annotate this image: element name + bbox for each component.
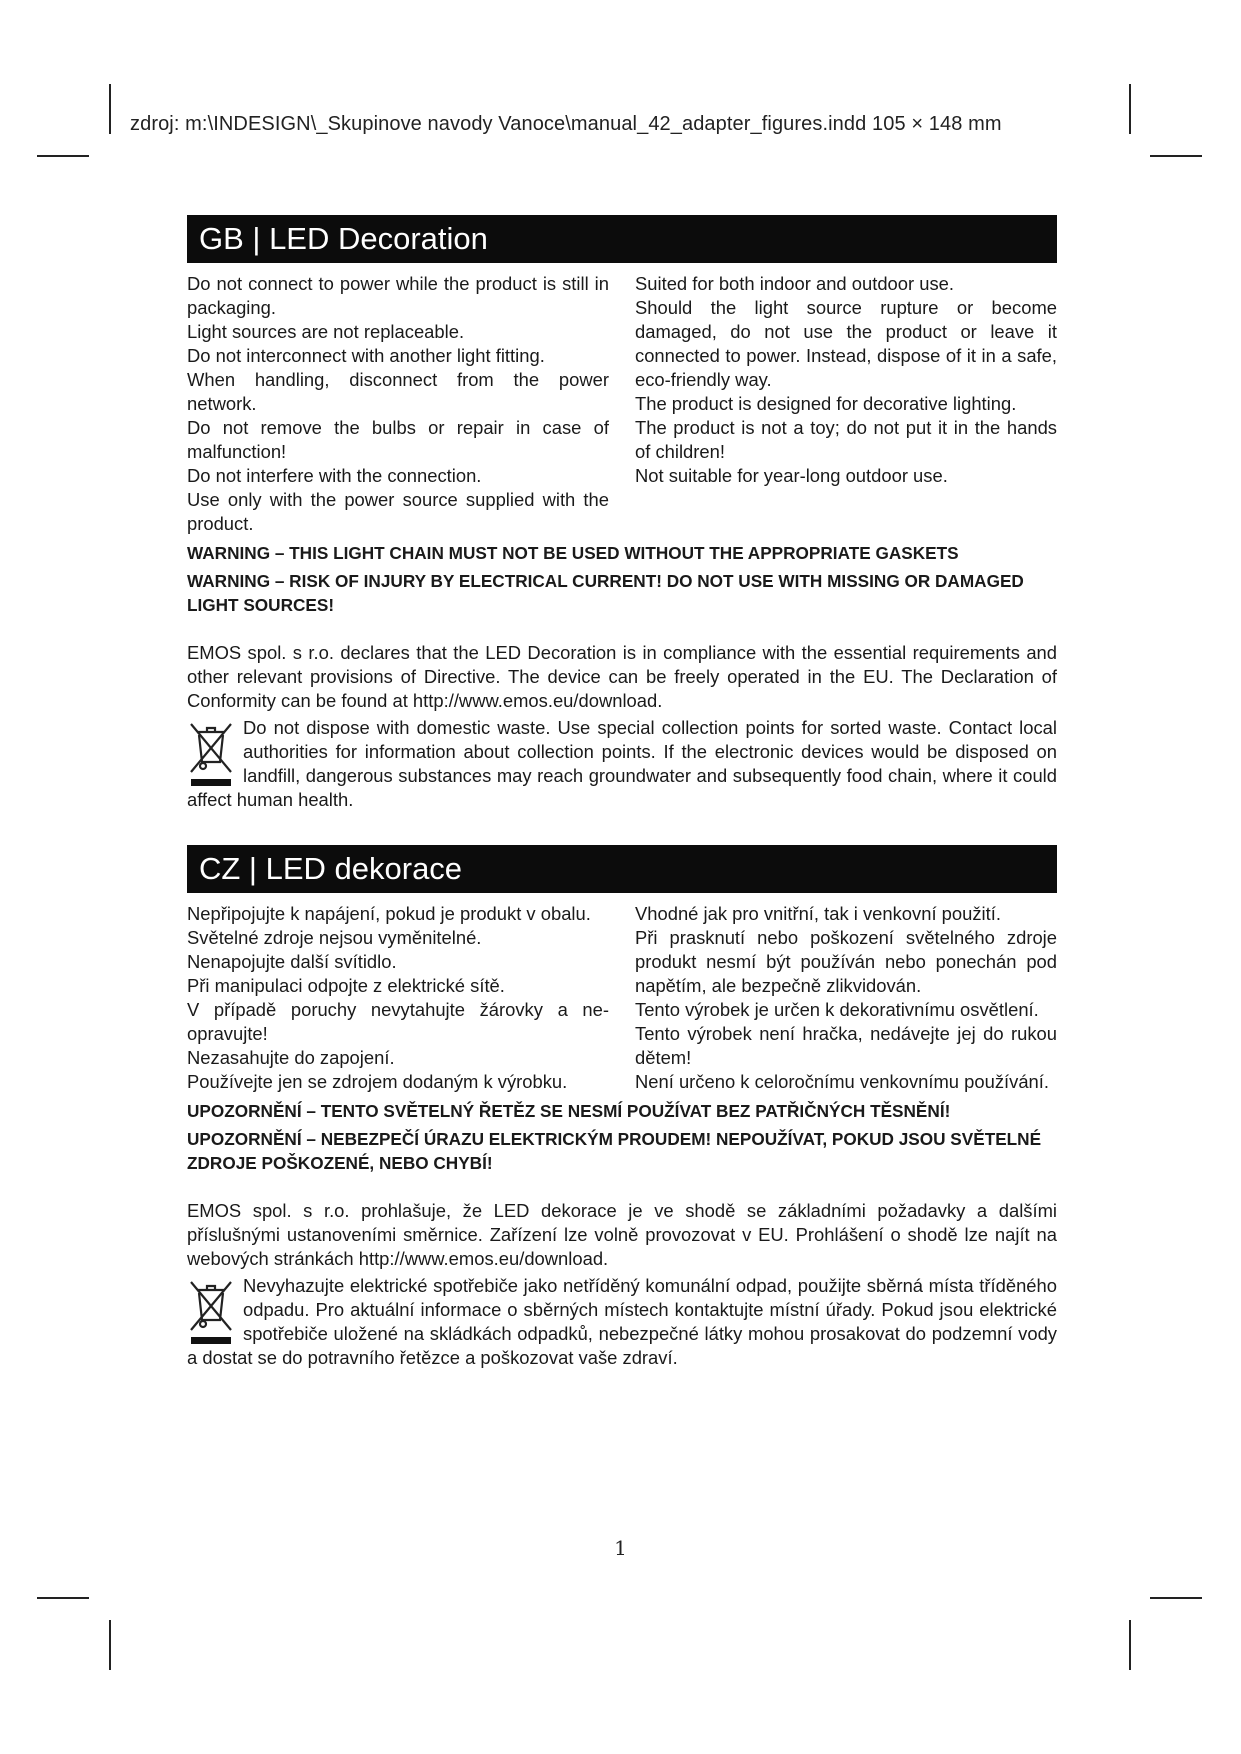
list-item: Should the light source rupture or become damaged, do not use the product or leave it connected to power. Instead, dispose of it in a safe, eco-friendly way. <box>635 297 1057 390</box>
list-item: Vhodné jak pro vnitřní, tak i venkovní použití. <box>635 903 1001 924</box>
list-item: Light sources are not replaceable. <box>187 321 465 342</box>
warning-text: WARNING – THIS LIGHT CHAIN MUST NOT BE USED WITHOUT THE APPROPRIATE GASKETS <box>187 543 959 563</box>
list-item: Do not connect to power while the product is still in packaging. <box>187 273 609 318</box>
cz-left-column <box>187 902 609 1094</box>
declaration-text: EMOS spol. s r.o. prohlašuje, že LED dekorace je ve shodě se základními požadavky a dalšími příslušnými ustanoveními směrnice. Zařízení lze volně provozovat v EU. Prohlášení o shodě lze najít na webových stránkách http://www.emos.eu/download. <box>187 1200 1057 1269</box>
list-item: Při prasknutí nebo poškození světelného zdroje produkt nesmí být používán nebo ponechán pod napětím, ale bezpečně zlikvidován. <box>635 927 1057 996</box>
section-cz <box>187 845 1057 1370</box>
gb-left-column <box>187 272 609 536</box>
list-item: Nepřipojujte k napájení, pokud je produkt v obalu. <box>187 903 591 924</box>
warning-text: UPOZORNĚNÍ – NEBEZPEČÍ ÚRAZU ELEKTRICKÝM PROUDEM! NEPOUŽÍVAT, POKUD JSOU SVĚTELNÉ ZDROJE POŠKOZENÉ, NEBO CHYBÍ! <box>187 1129 1042 1173</box>
list-item: V případě poruchy nevytahujte žárovky a ne-opravujte! <box>187 999 609 1044</box>
list-item: The product is not a toy; do not put it in the hands of children! <box>635 417 1057 462</box>
crop-mark <box>109 1620 111 1670</box>
crop-mark <box>109 84 111 134</box>
list-item: Není určeno k celoročnímu venkovnímu používání. <box>635 1071 1050 1092</box>
list-item: Při manipulaci odpojte z elektrické sítě. <box>187 975 505 996</box>
weee-bin-icon <box>187 718 235 788</box>
list-item: Suited for both indoor and outdoor use. <box>635 273 954 294</box>
list-item: Tento výrobek je určen k dekorativnímu osvětlení. <box>635 999 1039 1020</box>
section-gb <box>187 215 1057 812</box>
weee-bin-icon <box>187 1276 235 1346</box>
list-item: Nezasahujte do zapojení. <box>187 1047 395 1068</box>
disposal-block <box>187 716 1057 812</box>
section-title-gb: GB | LED Decoration <box>187 215 1057 263</box>
disposal-block <box>187 1274 1057 1370</box>
crop-mark <box>1129 84 1131 134</box>
crop-mark <box>1150 155 1202 157</box>
crop-mark <box>1150 1597 1202 1599</box>
list-item: Do not interfere with the connection. <box>187 465 482 486</box>
list-item: Nenapojujte další svítidlo. <box>187 951 397 972</box>
list-item: Používejte jen se zdrojem dodaným k výrobku. <box>187 1071 568 1092</box>
disposal-text: Nevyhazujte elektrické spotřebiče jako netříděný komunální odpad, použijte sběrná místa tříděného odpadu. Pro aktuální informace o sběrných místech kontaktujte místní úřady. Pokud jsou elektrické spotřebiče uložené na skládkách odpadků, nebezpečné látky mohou prosakovat do podzemní vody a dostat se do potravního řetězce a poškozovat vaše zdraví. <box>187 1275 1057 1368</box>
file-slug: zdroj: m:\INDESIGN\_Skupinove navody Vanoce\manual_42_adapter_figures.indd 105 × 148 mm <box>130 113 1002 135</box>
page-number: 1 <box>614 1536 627 1560</box>
list-item: Not suitable for year-long outdoor use. <box>635 465 948 486</box>
list-item: Use only with the power source supplied with the product. <box>187 489 609 534</box>
crop-mark <box>1129 1620 1131 1670</box>
declaration-text: EMOS spol. s r.o. declares that the LED Decoration is in compliance with the essential requirements and other relevant provisions of Directive. The device can be freely operated in the EU. The Declaration of Conformity can be found at http://www.emos.eu/download. <box>187 642 1057 711</box>
cz-right-column <box>635 902 1057 1094</box>
gb-right-column <box>635 272 1057 536</box>
list-item: When handling, disconnect from the power network. <box>187 369 609 414</box>
section-title-cz: CZ | LED dekorace <box>187 845 1057 893</box>
list-item: The product is designed for decorative lighting. <box>635 393 1017 414</box>
crop-mark <box>37 1597 89 1599</box>
list-item: Do not remove the bulbs or repair in case of malfunction! <box>187 417 609 462</box>
warning-text: UPOZORNĚNÍ – TENTO SVĚTELNÝ ŘETĚZ SE NESMÍ POUŽÍVAT BEZ PATŘIČNÝCH TĚSNĚNÍ! <box>187 1101 951 1121</box>
list-item: Do not interconnect with another light fitting. <box>187 345 545 366</box>
list-item: Světelné zdroje nejsou vyměnitelné. <box>187 927 482 948</box>
list-item: Tento výrobek není hračka, nedávejte jej do rukou dětem! <box>635 1023 1057 1068</box>
warning-text: WARNING – RISK OF INJURY BY ELECTRICAL CURRENT! DO NOT USE WITH MISSING OR DAMAGED LIGHT SOURCES! <box>187 571 1024 615</box>
crop-mark <box>37 155 89 157</box>
disposal-text: Do not dispose with domestic waste. Use special collection points for sorted waste. Contact local authorities for information about collection points. If the electronic devices would be disposed on landfill, dangerous substances may reach groundwater and subsequently food chain, where it could affect human health. <box>187 717 1057 810</box>
